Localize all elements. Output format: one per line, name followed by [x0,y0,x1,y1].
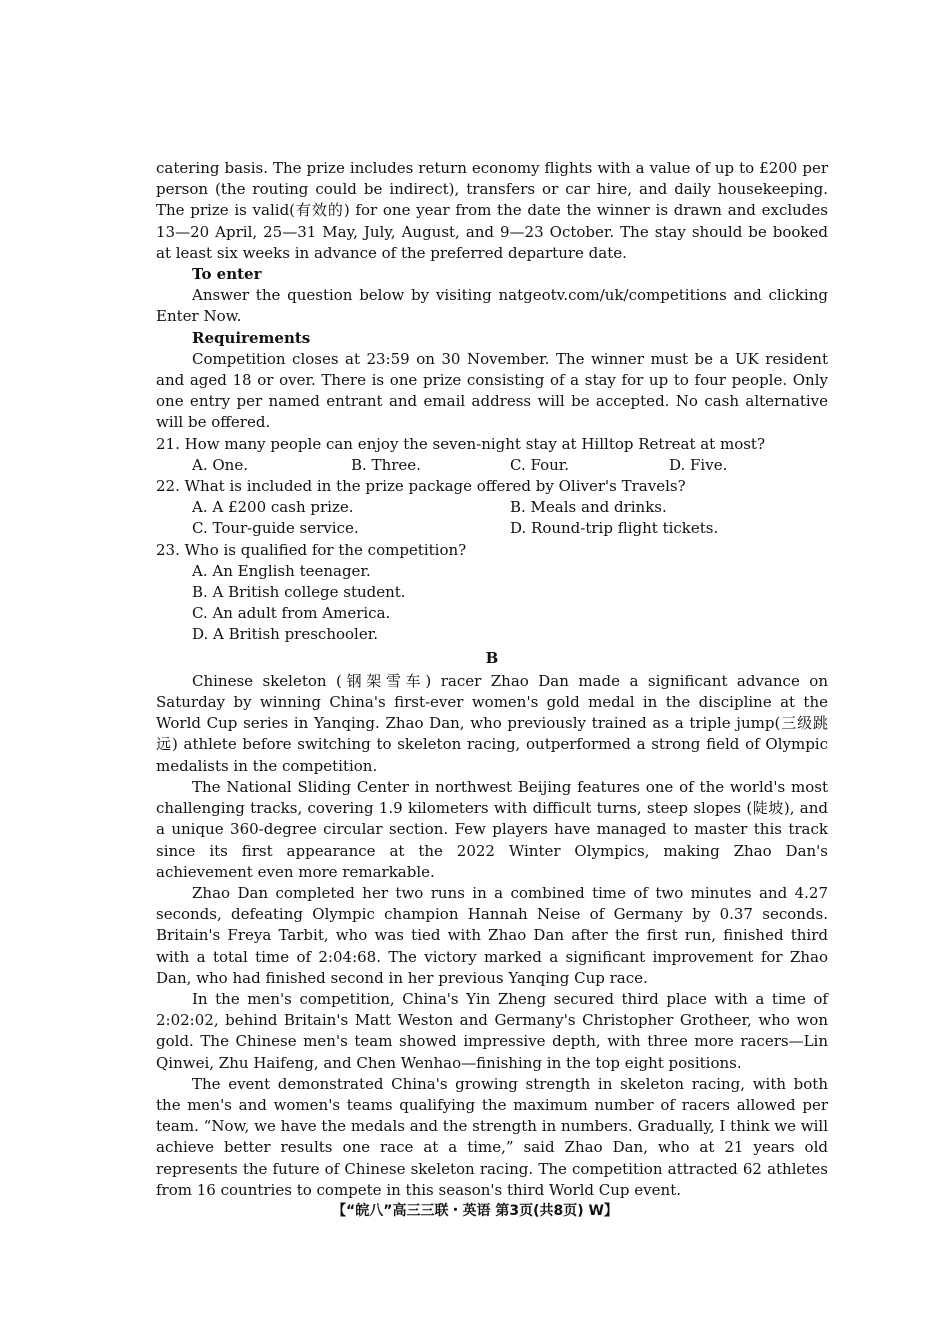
question-stem: 21. How many people can enjoy the seven-night stay at Hilltop Retreat at most? [156,434,766,453]
page-content [156,158,828,1201]
option-b: B. Three. [351,455,421,474]
question-stem: 22. What is included in the prize package offered by Oliver's Travels? [156,477,686,496]
option-d: D. Five. [669,455,728,474]
option-a: A. A £200 cash prize. [192,498,354,517]
option-c: C. Tour-guide service. [192,519,359,538]
passage-paragraph: In the men's competition, China's Yin Zheng secured third place with a time of 2:02:02, behind Britain's Matt Weston and Germany's Christopher Grotheer, who won gold. The Chinese men's team showed impressive depth, with three more racers—Lin Qinwei, Zhu Haifeng, and Chen Wenhao—finishing in the top eight positions. [156,989,828,1072]
question-23 [156,540,828,646]
requirements-heading: Requirements [192,328,311,347]
requirements-text: Competition closes at 23:59 on 30 November. The winner must be a UK resident and aged 18 or over. There is one prize consisting of a stay for up to four people. Only one entry per named entrant and email address will be accepted. No cash alternative will be offered. [156,349,828,432]
question-stem: 23. Who is qualified for the competition? [156,540,467,559]
option-c: C. Four. [510,455,570,474]
section-label: B [485,648,499,667]
option-list [156,455,828,476]
intro-paragraph: catering basis. The prize includes return economy flights with a value of up to £200 per person (the routing could be indirect), transfers or car hire, and daily housekeeping. The prize is valid(有效的) for one year from the date the winner is drawn and excludes 13—20 April, 25—31 May, July, August, and 9—23 October. The stay should be booked at least six weeks in advance of the preferred departure date. [156,159,828,262]
option-list [156,561,828,646]
option-b: B. A British college student. [192,583,406,602]
passage-paragraph: Chinese skeleton (钢架雪车) racer Zhao Dan made a significant advance on Saturday by winning China's first-ever women's gold medal in the discipline at the World Cup series in Yanqing. Zhao Dan, who previously trained as a triple jump(三级跳远) athlete before switching to skeleton racing, outperformed a strong field of Olympic medalists in the competition. [156,671,828,775]
to-enter-heading: To enter [192,265,262,284]
passage-paragraph: The event demonstrated China's growing strength in skeleton racing, with both the men's and women's teams qualifying the maximum number of racers allowed per team. “Now, we have the medals and the strength in numbers. Gradually, I think we will achieve better results one race at a time,” said Zhao Dan, who at 21 years old represents the future of Chinese skeleton racing. The competition attracted 62 athletes from 16 countries to compete in this season's third World Cup event. [156,1074,828,1199]
question-21 [156,434,828,476]
option-d: D. Round-trip flight tickets. [510,519,719,538]
option-list [156,497,828,539]
passage-paragraph: Zhao Dan completed her two runs in a combined time of two minutes and 4.27 seconds, defeating Olympic champion Hannah Neise of Germany by 0.37 seconds. Britain's Freya Tarbit, who was tied with Zhao Dan after the first run, finished third with a total time of 2:04:68. The victory marked a significant improvement for Zhao Dan, who had finished second in her previous Yanqing Cup race. [156,883,828,987]
option-a: A. One. [192,455,248,474]
option-a: A. An English teenager. [192,561,371,580]
page-footer: 【“皖八”高三三联・英语 第3页(共8页) W】 [332,1203,618,1219]
option-d: D. A British preschooler. [192,625,379,644]
to-enter-text: Answer the question below by visiting natgeotv.com/uk/competitions and clicking Enter Now. [156,286,828,326]
option-b: B. Meals and drinks. [510,498,667,517]
question-22 [156,476,828,540]
passage-paragraph: The National Sliding Center in northwest Beijing features one of the world's most challenging tracks, covering 1.9 kilometers with difficult turns, steep slopes (陡坡), and a unique 360-degree circular section. Few players have managed to master this track since its first appearance at the 2022 Winter Olympics, making Zhao Dan's achievement even more remarkable. [156,777,828,881]
option-c: C. An adult from America. [192,604,391,623]
